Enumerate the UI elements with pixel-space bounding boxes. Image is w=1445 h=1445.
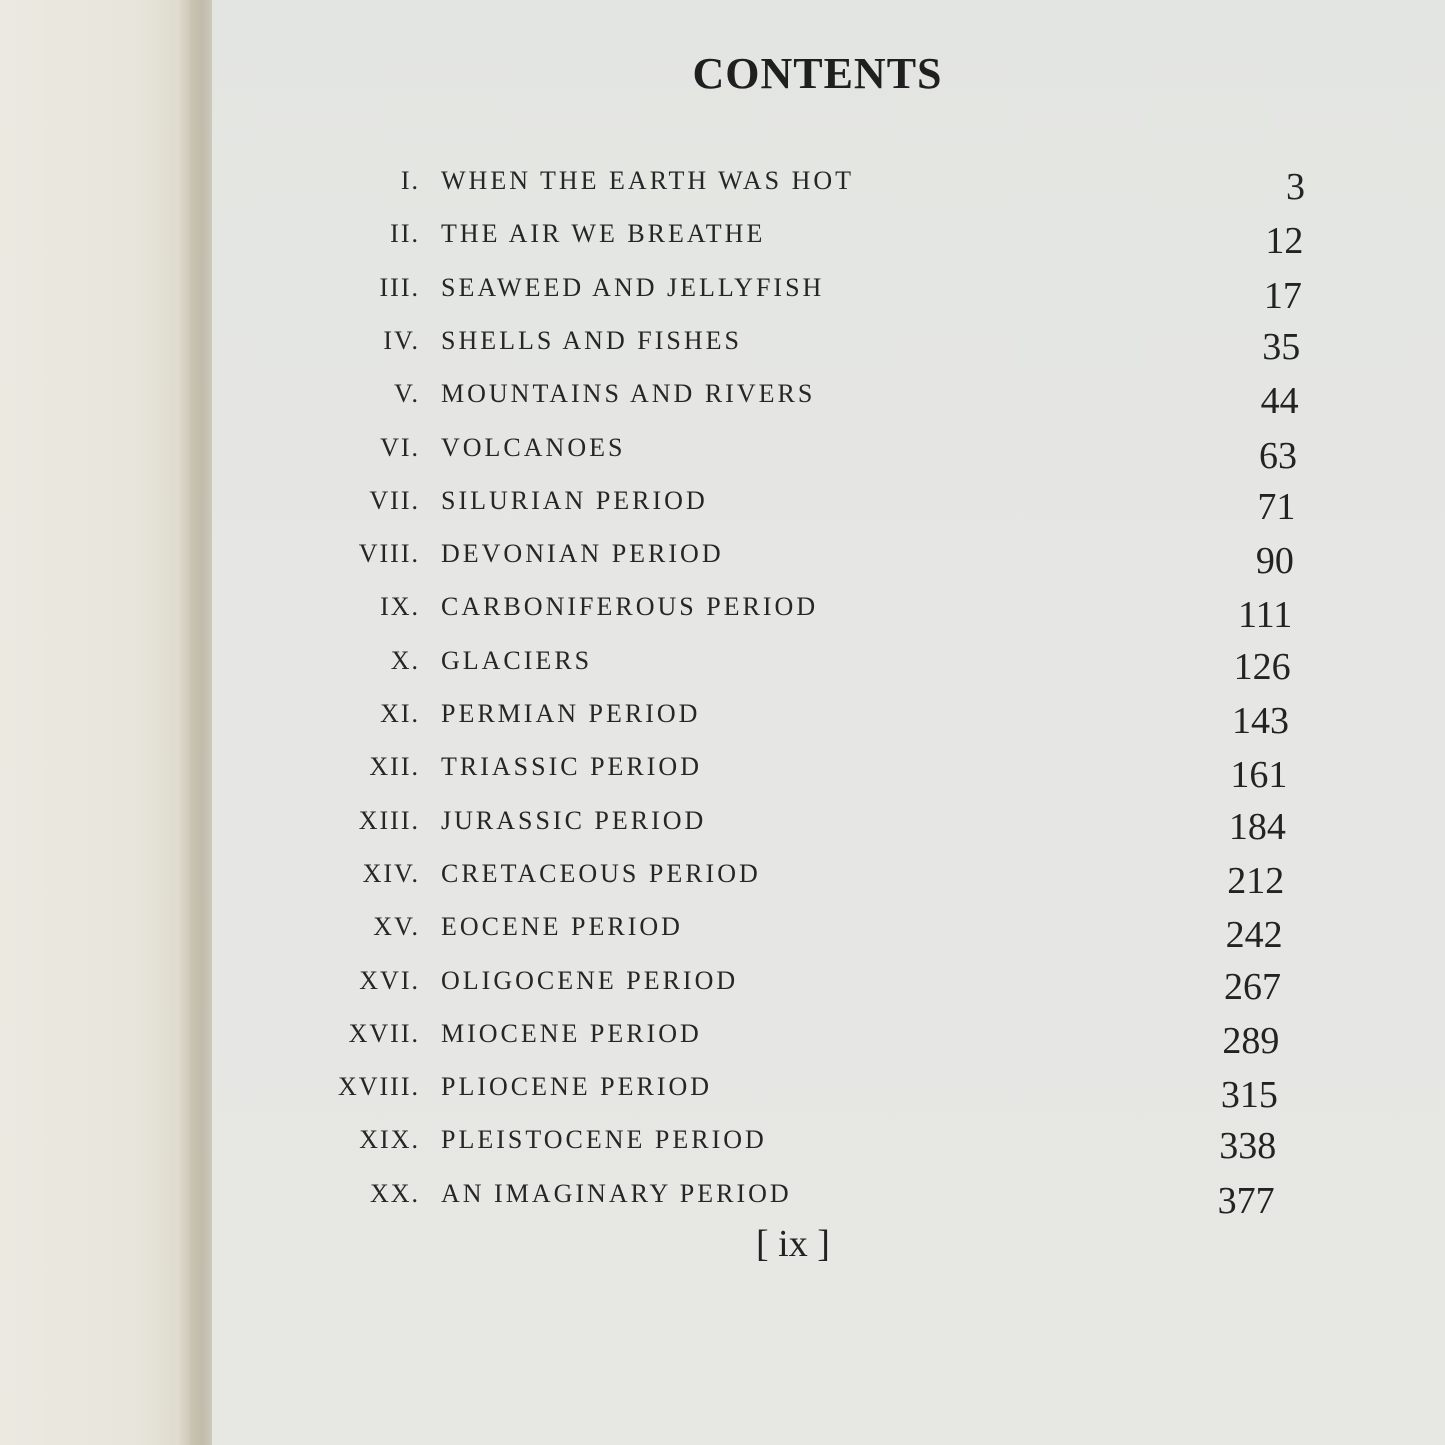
- chapter-numeral: I.: [400, 166, 420, 195]
- chapter-numeral: XII.: [369, 752, 420, 782]
- chapter-title: THE AIR WE BREATHE: [441, 219, 766, 249]
- chapter-page-number: 90: [1255, 540, 1294, 583]
- chapter-numeral: VI.: [380, 432, 420, 462]
- chapter-page-number: 212: [1227, 859, 1285, 902]
- toc-entry: [0, 912, 1445, 957]
- chapter-page-number: 44: [1260, 380, 1299, 423]
- chapter-page-number: 289: [1222, 1019, 1280, 1062]
- chapter-page-number: 12: [1265, 220, 1304, 263]
- toc-entry: [0, 699, 1445, 742]
- toc-entry: [0, 966, 1445, 1006]
- chapter-page-number: 338: [1219, 1125, 1277, 1168]
- chapter-page-number: 17: [1263, 274, 1302, 317]
- toc-entry: [0, 858, 1445, 902]
- chapter-numeral: XIV.: [362, 858, 420, 888]
- page-folio: [ ix ]: [756, 1223, 830, 1265]
- chapter-numeral: III.: [379, 272, 420, 302]
- chapter-numeral: XX.: [369, 1178, 420, 1208]
- toc-entry: [0, 486, 1445, 526]
- chapter-numeral: XI.: [380, 699, 420, 728]
- chapter-numeral: VII.: [369, 485, 420, 515]
- chapter-page-number: 184: [1228, 805, 1286, 848]
- chapter-numeral: XV.: [373, 912, 420, 942]
- chapter-numeral: V.: [394, 379, 420, 409]
- chapter-title: EOCENE PERIOD: [441, 912, 683, 942]
- chapter-title: PERMIAN PERIOD: [441, 699, 701, 728]
- chapter-numeral: VIII.: [358, 539, 420, 569]
- toc-entry: [0, 539, 1445, 583]
- chapter-title: OLIGOCENE PERIOD: [441, 965, 739, 995]
- toc-entry: [0, 1125, 1445, 1168]
- toc-entry: [0, 752, 1445, 797]
- toc-entry: [0, 592, 1445, 637]
- chapter-title: DEVONIAN PERIOD: [441, 539, 724, 569]
- chapter-title: MOUNTAINS AND RIVERS: [441, 379, 816, 409]
- toc-entry: [0, 806, 1445, 846]
- toc-entry: [0, 1018, 1445, 1062]
- chapter-title: SEAWEED AND JELLYFISH: [441, 272, 825, 302]
- toc-entry: [0, 219, 1445, 263]
- toc-entry: [0, 379, 1445, 423]
- chapter-page-number: 242: [1225, 914, 1283, 957]
- chapter-page-number: 71: [1257, 485, 1296, 528]
- chapter-page-number: 315: [1220, 1074, 1278, 1117]
- chapter-page-number: 111: [1238, 594, 1293, 637]
- chapter-page-number: 35: [1262, 325, 1301, 368]
- chapter-title: PLEISTOCENE PERIOD: [441, 1125, 767, 1155]
- chapter-numeral: IX.: [380, 592, 420, 622]
- chapter-numeral: XIII.: [358, 805, 420, 835]
- toc-entry: [0, 432, 1445, 477]
- chapter-title: VOLCANOES: [441, 432, 626, 462]
- chapter-title: SILURIAN PERIOD: [441, 485, 708, 515]
- chapter-title: AN IMAGINARY PERIOD: [441, 1178, 792, 1208]
- page-title: CONTENTS: [692, 49, 943, 98]
- chapter-title: CARBONIFEROUS PERIOD: [441, 592, 819, 622]
- chapter-page-number: 126: [1233, 645, 1291, 688]
- chapter-page-number: 377: [1217, 1179, 1275, 1222]
- toc-entry: [0, 272, 1445, 317]
- chapter-page-number: 161: [1230, 754, 1288, 797]
- toc-entry: [0, 646, 1445, 686]
- chapter-title: CRETACEOUS PERIOD: [441, 858, 761, 888]
- chapter-numeral: XVI.: [359, 965, 420, 995]
- chapter-page-number: 3: [1286, 166, 1305, 208]
- chapter-title: PLIOCENE PERIOD: [441, 1072, 713, 1102]
- toc-entry: [0, 326, 1445, 366]
- chapter-page-number: 267: [1224, 965, 1281, 1008]
- chapter-page-number: 63: [1259, 434, 1297, 477]
- chapter-numeral: IV.: [383, 325, 420, 355]
- chapter-page-number: 143: [1232, 700, 1289, 742]
- chapter-title: SHELLS AND FISHES: [441, 325, 742, 355]
- chapter-numeral: XVII.: [348, 1018, 420, 1048]
- toc-entry: [0, 166, 1445, 206]
- chapter-numeral: XVIII.: [337, 1072, 420, 1102]
- chapter-numeral: X.: [390, 645, 420, 675]
- chapter-title: MIOCENE PERIOD: [441, 1018, 702, 1048]
- chapter-numeral: XIX.: [359, 1125, 420, 1155]
- chapter-numeral: II.: [390, 219, 420, 249]
- chapter-title: GLACIERS: [441, 645, 593, 675]
- toc-entry: [0, 1072, 1445, 1117]
- chapter-title: WHEN THE EARTH WAS HOT: [441, 166, 855, 195]
- toc-entry: [0, 1178, 1445, 1222]
- chapter-title: JURASSIC PERIOD: [441, 805, 707, 835]
- chapter-title: TRIASSIC PERIOD: [441, 752, 702, 782]
